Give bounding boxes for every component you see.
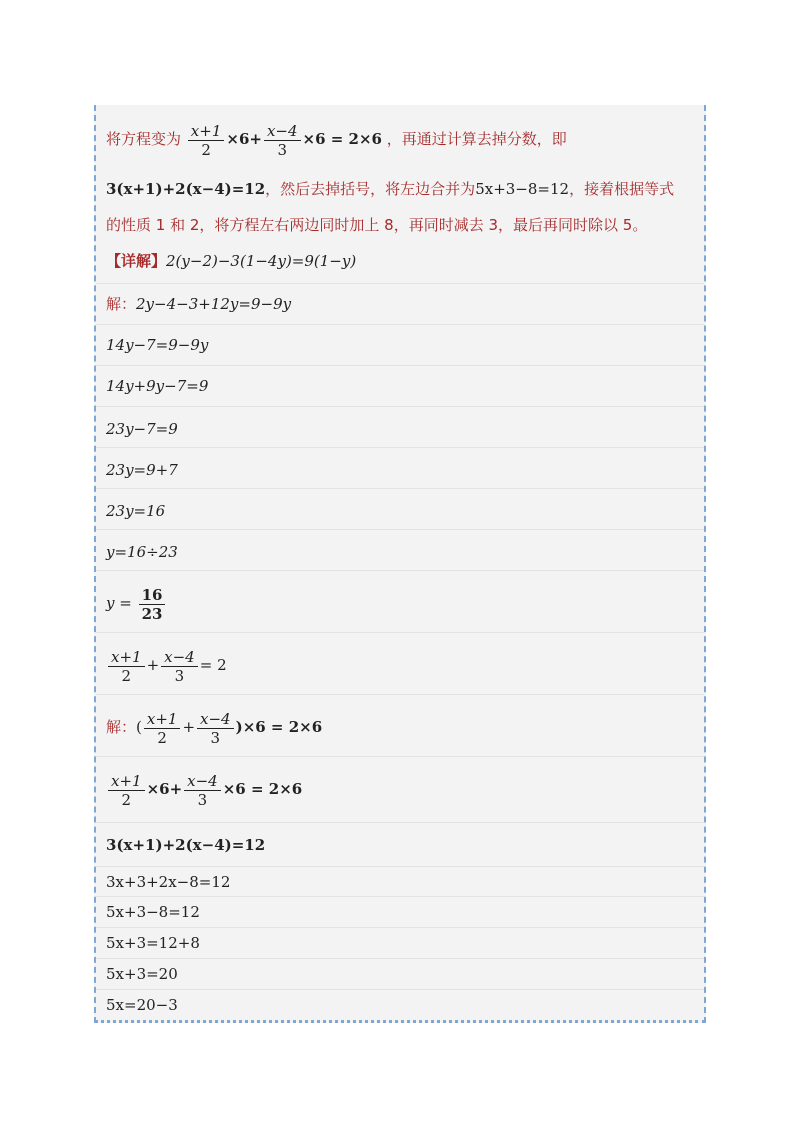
intro-text: ，然后去掉括号，将左边合并为 [265, 180, 476, 198]
math-expr: 3(x+1)+2(x−4)=12 [106, 180, 266, 198]
table-row: 解：2y−4−3+12y=9−9y [96, 283, 704, 325]
fraction: $\frac{x+1}{2}$ [108, 648, 145, 685]
intro-line-3: 的性质 1 和 2，将方程左右两边同时加上 8，再同时减去 3，最后再同时除以 5。 [106, 216, 648, 234]
equals-text: ×6 = 2×6 [302, 130, 382, 148]
solution-panel [94, 105, 706, 1023]
table-row: 5x=20−3 [96, 989, 704, 1021]
intro-line-2 [106, 179, 674, 199]
intro-text: ，接着根据等式 [569, 180, 675, 198]
fraction: $\frac{x-4}{3}$ [161, 648, 198, 685]
table-row: 23y=9+7 [96, 447, 704, 489]
table-row: 23y−7=9 [96, 406, 704, 448]
table-row: y=16÷23 [96, 529, 704, 571]
fraction: $\frac{x-4}{3}$ [264, 122, 301, 159]
table-row: 3(x+1)+2(x−4)=12 [96, 822, 704, 867]
times-six: ×6+ [226, 130, 262, 148]
fraction: $\frac{x-4}{3}$ [197, 710, 234, 747]
intro-text: ，再通过计算去掉分数，即 [386, 130, 567, 148]
table-row: $\frac{x+1}{2}$ ×6+ $\frac{x-4}{3}$ ×6 = 2×6 [96, 756, 704, 823]
detail-equation: 2(y−2)−3(1−4y)=9(1−y) [166, 252, 357, 270]
table-row: 5x+3−8=12 [96, 896, 704, 928]
intro-line-1 [106, 117, 567, 161]
result-lhs: y = [106, 594, 132, 612]
fraction: $\frac{x+1}{2}$ [144, 710, 181, 747]
result-fraction: $\frac{16}{23}$ [139, 586, 166, 623]
detail-label: 【详解】 [106, 252, 167, 270]
detail-line [106, 251, 356, 271]
table-row: 23y=16 [96, 488, 704, 530]
table-row: 14y−7=9−9y [96, 324, 704, 366]
table-row: 解：( $\frac{x+1}{2}$ + $\frac{x-4}{3}$ )×6 = 2×6 [96, 694, 704, 757]
table-row: 3x+3+2x−8=12 [96, 866, 704, 897]
fraction: $\frac{x-4}{3}$ [184, 772, 221, 809]
table-row: $\frac{x+1}{2}$ + $\frac{x-4}{3}$ = 2 [96, 632, 704, 695]
table-row: 5x+3=12+8 [96, 927, 704, 959]
equation-rhs: = 2 [199, 656, 227, 674]
table-row: 5x+3=20 [96, 958, 704, 990]
fraction: $\frac{x+1}{2}$ [108, 772, 145, 809]
math-expr: 5x+3−8=12 [475, 180, 570, 198]
table-row: 14y+9y−7=9 [96, 365, 704, 407]
fraction: $\frac{x+1}{2}$ [188, 122, 225, 159]
intro-text: 将方程变为 [106, 130, 182, 148]
table-row [96, 570, 704, 633]
